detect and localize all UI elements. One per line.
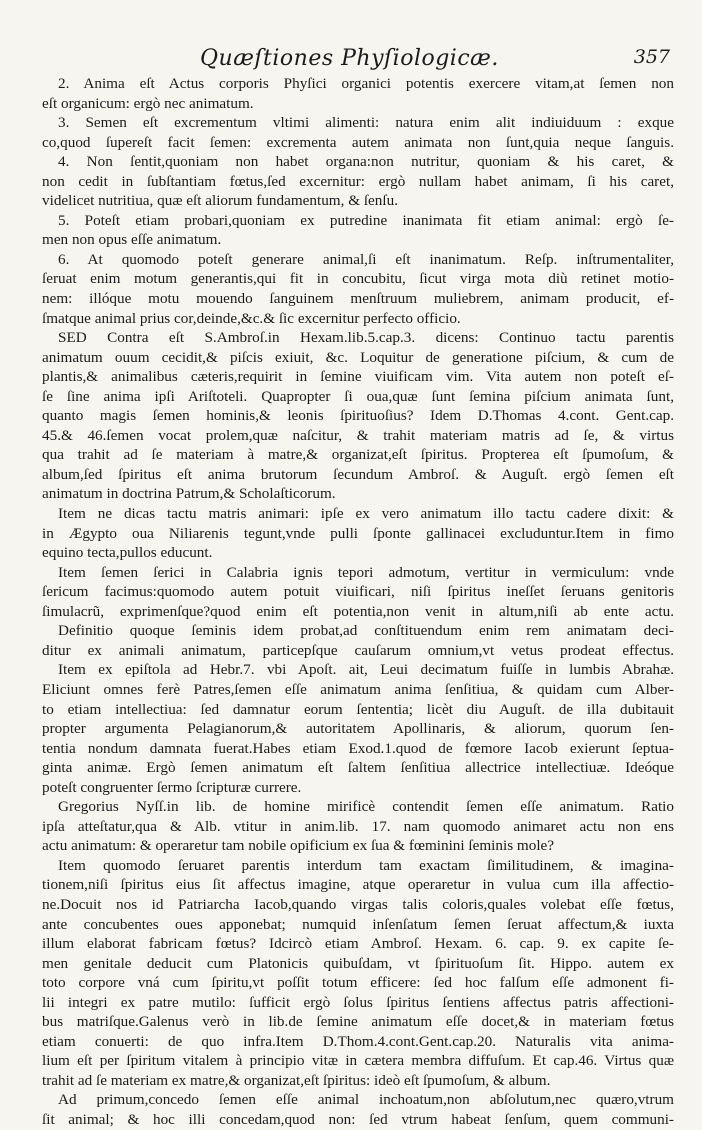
text-line: equino tecta,pullos educunt.: [42, 544, 213, 562]
text-line: Item quomodo ſeruaret parentis interdum tam exactam ſimilitudinem, & imagina-: [58, 856, 674, 874]
text-line: tionem,niſi ſpiritus eius ſit affectus imagine, atque operaretur in vulua cum illa affectio-: [42, 876, 674, 894]
text-line: eſt organicum: ergò nec animatum.: [42, 94, 254, 112]
text-line: poteſt congruenter ſermo ſcripturæ currere.: [42, 778, 302, 796]
body-text: [42, 74, 674, 1130]
running-head: [200, 46, 670, 76]
text-line: animatum in doctrina Patrum,& Scholaſticorum.: [42, 485, 336, 503]
text-line: 5. Poteſt etiam probari,quoniam ex putredine inanimata fit etiam animal: ergò ſe-: [58, 211, 674, 229]
text-line: ipſa atteſtatur,qua & Alb. vtitur in anim.lib. 17. nam quomodo animaret actu non ens: [42, 817, 674, 835]
running-title: Quæſtiones Phyſiologicæ.: [200, 46, 499, 71]
text-line: ſericum facimus:quomodo autem potuit viuificari, niſi ſpiritus ineſſet ſeruans genitoris: [42, 583, 674, 601]
text-line: nem: illóque motu mouendo ſanguinem menſtruum muliebrem, animam producit, ef-: [42, 290, 674, 308]
text-line: animatum ouum cecidit,& piſcis exiuit, &c. Loquitur de generatione piſcium, & cum de: [42, 348, 674, 366]
text-line: 2. Anima eſt Actus corporis Phyſici organici potentis exercere vitam,at ſemen non: [58, 75, 674, 92]
text-line: co,quod ſupereſt facit ſemen: excrementa autem animata non ſunt,quia neque ſanguis.: [42, 133, 674, 151]
text-line: ſit animal; & hoc illi concedam,quod non: ſed vtrum habeat ſenſum, quem communi-: [42, 1110, 674, 1128]
text-line: ditur ex animali animatum, particepſque cauſarum omnium,vt vetus prodeat effectus.: [42, 641, 674, 659]
text-line: quanto magis ſemen hominis,& leonis ſpirituoſius? Idem D.Thomas 4.cont. Gent.cap.: [42, 407, 674, 425]
text-line: Item ſemen ſerici in Calabria ignis tepori admotum, vertitur in vermiculum: vnde: [58, 563, 674, 581]
text-line: propter argumenta Pelagianorum,& autoritatem Apollinaris, & aliorum, quorum ſen-: [42, 720, 674, 738]
text-line: men genitale deducit cum Platonicis quibuſdam, vt ſpirituoſum ſit. Hippo. autem ex: [42, 954, 674, 972]
text-line: SED Contra eſt S.Ambroſ.in Hexam.lib.5.cap.3. dicens: Continuo tactu parentis: [58, 329, 674, 347]
text-line: album,ſed ſpiritus eſt anima brutorum ſecundum Ambroſ. & Auguſt. ergò ſemen eſt: [42, 465, 674, 483]
text-line: ſe ſine anima ipſi Ariſtoteli. Quapropter ſi oua,quæ ſunt ſemina piſcium animata ſunt,: [42, 387, 674, 405]
text-line: lii integri ex patre mutilo: ſufficit ergò ſolus ſpiritus ſentiens affectus patris affectioni-: [42, 993, 674, 1011]
text-line: 45.& 46.ſemen vocat prolem,quæ naſcitur, & trahit materiam matris ad ſe, & virtus: [42, 426, 674, 444]
text-line: 4. Non ſentit,quoniam non habet organa:non nutritur, quoniam & his caret, &: [58, 153, 674, 171]
text-line: men non opus eſſe animatum.: [42, 231, 222, 249]
text-line: toto corpore vná cum ſpiritu,vt poſſit totum efficere: ſed hoc falſum eſſe admonent fi-: [42, 974, 674, 992]
text-line: etiam conuerti: de quo infra.Item D.Thom.4.cont.Gent.cap.20. Naturalis vita anima-: [42, 1032, 674, 1050]
text-line: qua trahit ad ſe materiam à matre,& organizat,eſt ſpiritus. Propterea eſt ſpumoſum, &: [42, 446, 674, 464]
text-line: plantis,& animalibus cæteris,requirit in ſemine viuificam vim. Vita autem non poteſt eſ-: [42, 368, 674, 386]
text-line: lium eſt per ſpiritum vitalem à principio vitæ in cætera membra diffuſum. Et cap.46. Virtus quæ: [42, 1052, 674, 1070]
text-line: actu animatum: & operaretur tam nobile opificium ex ſua & fœminini ſeminis mole?: [42, 837, 555, 855]
text-line: Item ne dicas tactu matris animari: ipſe ex vero animatum illo tactu cadere dixit: &: [58, 505, 674, 523]
text-line: tentia nondum damnata fuerat.Habes etiam Exod.1.quod de fœmore Iacob exierunt ſeptua-: [42, 739, 674, 757]
text-line: ne.Docuit nos id Patriarcha Iacob,quando virgas talis coloris,quales volebat eſſe fœtus,: [42, 895, 674, 913]
text-line: videlicet nutritiua, quæ eſt aliorum fundamentum, & ſenſu.: [42, 192, 398, 210]
text-line: Gregorius Nyſſ.in lib. de homine mirificè contendit ſemen eſſe animatum. Ratio: [58, 798, 674, 816]
text-line: ginta animæ. Ergò ſemen animatum eſt ſaltem ſenſitiua allectrice intellectiuæ. Ideóque: [42, 759, 674, 777]
text-line: Definitio quoque ſeminis idem probat,ad conſtituendum enim rem animatam deci-: [58, 622, 674, 640]
text-line: trahit ad ſe materiam ex matre,& organizat,eſt ſpiritus: ideò eſt ſpumoſum, & album.: [42, 1071, 551, 1089]
text-line: Eliciunt omnes ferè Patres,ſemen eſſe animatum anima ſenſitiua, & quidam cum Alber-: [42, 680, 674, 698]
text-line: bus matriſque.Galenus verò in lib.de ſemine animatum eſſe docet,& in materiam fœtus: [42, 1013, 674, 1031]
text-line: ſmatque animal prius cor,deinde,&c.& ſic excernitur perfecto officio.: [42, 309, 461, 327]
text-line: in Ægypto oua Niliarenis tegunt,vnde pulli ſponte gallinacei excluduntur.Item in fimo: [42, 524, 674, 542]
text-line: Ad primum,concedo ſemen eſſe animal inchoatum,non abſolutum,nec quæro,vtrum: [58, 1091, 674, 1109]
text-line: ſimulacrũ, exprimenſque?quod enim eſt potentia,non venit in altum,niſi ab ente actu.: [42, 602, 674, 620]
text-line: 6. At quomodo poteſt generare animal,ſi eſt inanimatum. Reſp. inſtrumentaliter,: [58, 250, 674, 268]
text-line: non cedit in ſubſtantiam fœtus,ſed excernitur: ergò nullam habet animam, ſi his caret,: [42, 172, 674, 190]
text-line: ſeruat enim motum generantis,qui fit in concubitu, ſicut virga mota diù retinet motio-: [42, 270, 674, 288]
page-number: 357: [633, 46, 670, 68]
text-line: to etiam intellectiua: ſed damnatur eorum ſententia; licèt diu Auguſt. de illa dubitauit: [42, 700, 674, 718]
text-line: ante concubentes oues apponebat; numquid inſenſatum ſemen ſeruat affectum,& iuxta: [42, 915, 674, 933]
text-line: Item ex epiſtola ad Hebr.7. vbi Apoſt. ait, Leui decimatum fuiſſe in lumbis Abrahæ.: [58, 661, 674, 679]
text-line: 3. Semen eſt excrementum vltimi alimenti: natura enim alit indiuiduum : exque: [58, 114, 674, 132]
text-line: illum elaborat fabricam fœtus? Idcircò etiam Ambroſ. Hexam. 6. cap. 9. ex capite ſe-: [42, 935, 674, 953]
